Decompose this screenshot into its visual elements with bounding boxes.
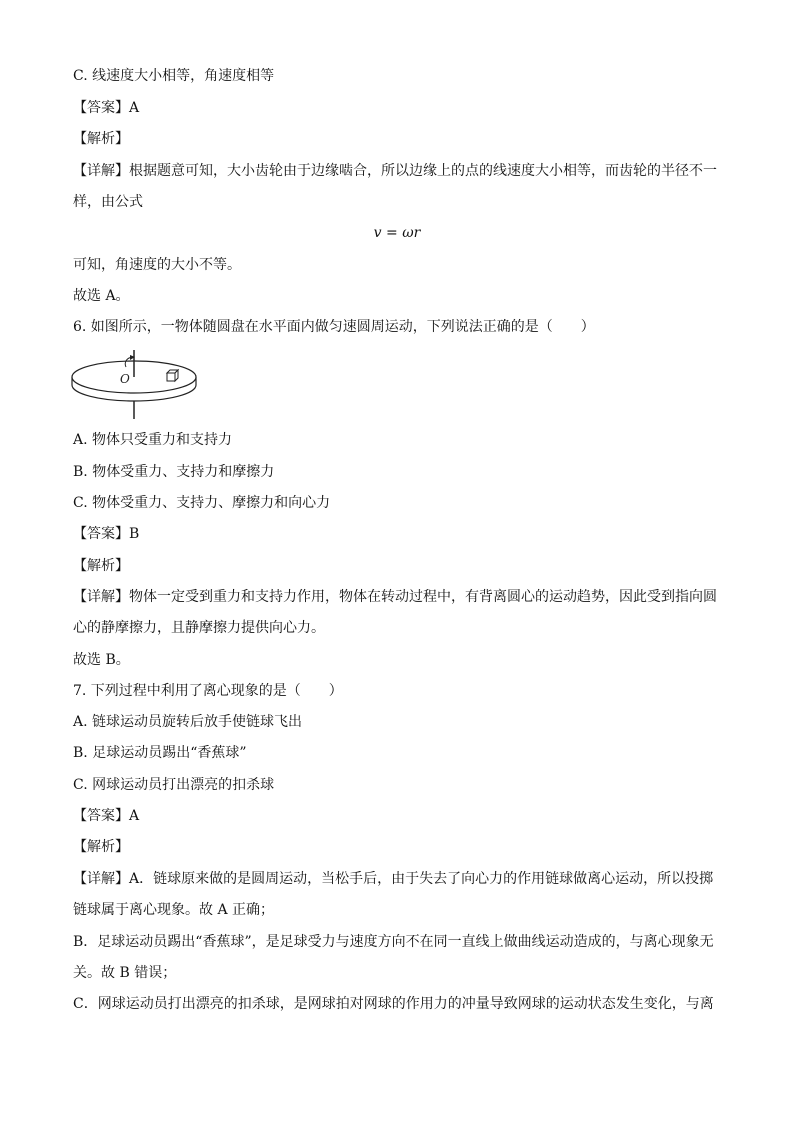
answer-label: 【答案】A	[73, 100, 140, 116]
rotating-disc-figure	[68, 345, 200, 425]
detail-text: 样，由公式	[73, 194, 143, 210]
answer-label: 【答案】B	[73, 526, 140, 542]
detail-text: 【详解】根据题意可知，大小齿轮由于边缘啮合，所以边缘上的点的线速度大小相等，而齿轮的半径不一	[73, 163, 717, 179]
option-b: B. 足球运动员踢出“香蕉球”	[73, 745, 247, 761]
center-label: O	[120, 372, 130, 386]
option-b: B. 物体受重力、支持力和摩擦力	[73, 464, 275, 480]
analysis-label: 【解析】	[73, 839, 129, 855]
detail-text: 【详解】物体一定受到重力和支持力作用，物体在转动过程中，有背离圆心的运动趋势，因此受到指向圆	[73, 589, 717, 605]
answer-label: 【答案】A	[73, 808, 140, 824]
conclusion: 故选 B。	[73, 652, 130, 668]
formula: v = ωr	[373, 225, 421, 241]
detail-text: 关。故 B 错误；	[73, 965, 177, 981]
detail-text: 心的静摩擦力，且静摩擦力提供向心力。	[73, 620, 325, 636]
question-7: 7. 下列过程中利用了离心现象的是（ ）	[73, 683, 343, 699]
detail-text: 可知，角速度的大小不等。	[73, 257, 241, 273]
detail-text: B．足球运动员踢出“香蕉球”，是足球受力与速度方向不在同一直线上做曲线运动造成的，与离心现象无	[73, 934, 714, 950]
option-c: C. 网球运动员打出漂亮的扣杀球	[73, 777, 275, 793]
option-c-prev: C. 线速度大小相等，角速度相等	[73, 68, 275, 84]
analysis-label: 【解析】	[73, 131, 129, 147]
block-icon	[167, 370, 178, 381]
detail-text: C．网球运动员打出漂亮的扣杀球，是网球拍对网球的作用力的冲量导致网球的运动状态发生变化，与离	[73, 996, 714, 1012]
detail-text: 【详解】A．链球原来做的是圆周运动，当松手后，由于失去了向心力的作用链球做离心运动，所以投掷	[73, 871, 714, 887]
detail-text: 链球属于离心现象。故 A 正确；	[73, 902, 275, 918]
option-c: C. 物体受重力、支持力、摩擦力和向心力	[73, 495, 331, 511]
conclusion: 故选 A。	[73, 288, 130, 304]
analysis-label: 【解析】	[73, 558, 129, 574]
option-a: A. 链球运动员旋转后放手使链球飞出	[73, 714, 303, 730]
option-a: A. 物体只受重力和支持力	[73, 432, 233, 448]
question-6: 6. 如图所示，一物体随圆盘在水平面内做匀速圆周运动，下列说法正确的是（ ）	[73, 319, 595, 335]
